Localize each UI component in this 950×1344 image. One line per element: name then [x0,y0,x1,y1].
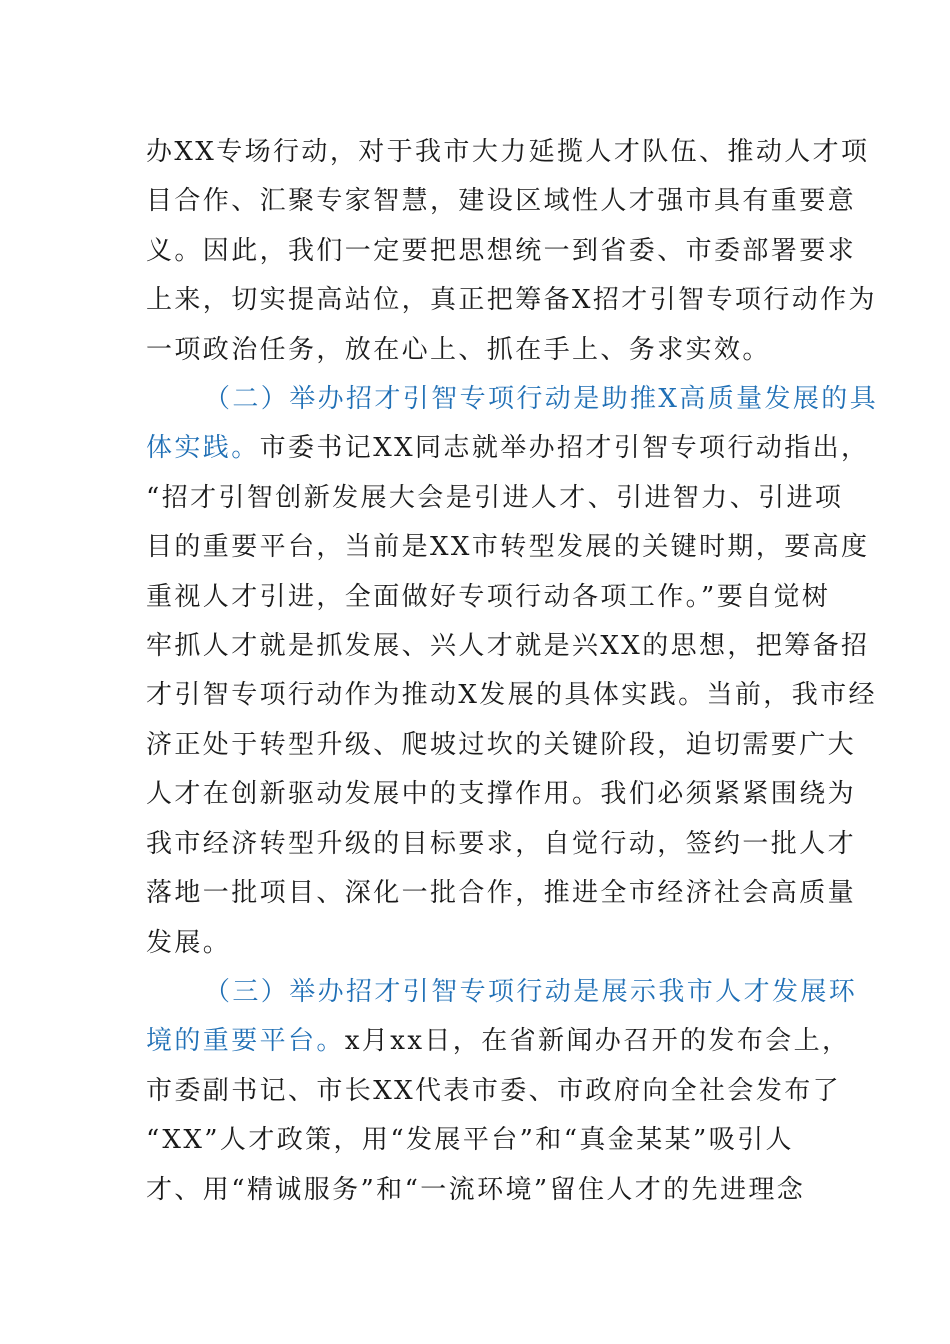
text-line: 我市经济转型升级的目标要求，自觉行动，签约一批人才 [146,828,857,859]
section-heading-two-end: 体实践。 [146,433,260,464]
paragraph-section-two [146,375,879,968]
section-heading-two: （二）举办招才引智专项行动是助推X高质量发展的具 [204,384,879,415]
text-line: 发展。 [146,927,232,958]
document-body [146,128,879,1215]
text-line: 重视人才引进，全面做好专项行动各项工作。”要自觉树 [146,581,831,612]
text-line: 人才在创新驱动发展中的支撑作用。我们必须紧紧围绕为 [146,779,857,810]
paragraph-continuation [146,128,877,375]
text-line: 才、用“精诚服务”和“一流环境”留住人才的先进理念 [146,1174,806,1205]
paragraph-section-three [146,968,858,1215]
text-line: 落地一批项目、深化一批合作，推进全市经济社会高质量 [146,878,857,909]
text-line: 一项政治任务，放在心上、抓在手上、务求实效。 [146,334,771,365]
text-line [146,424,870,473]
text-line: “XX”人才政策，用“发展平台”和“真金某某”吸引人 [146,1125,794,1156]
text-run: 市委书记XX同志就举办招才引智专项行动指出， [259,433,870,464]
text-line: “招才引智创新发展大会是引进人才、引进智力、引进项 [146,482,844,513]
text-line: 办XX专场行动，对于我市大力延揽人才队伍、推动人才项 [146,137,870,167]
text-line: 目的重要平台，当前是XX市转型发展的关键时期，要高度 [146,532,870,563]
text-line: 义。因此，我们一定要把思想统一到省委、市委部署要求 [146,235,857,266]
text-line: 牢抓人才就是抓发展、兴人才就是兴XX的思想，把筹备招 [146,631,870,662]
text-line: 上来，切实提高站位，真正把筹备X招才引智专项行动作为 [146,285,877,316]
text-line [146,1017,851,1066]
section-heading-three-end: 境的重要平台。 [146,1026,345,1057]
text-line: 目合作、汇聚专家智慧，建设区域性人才强市具有重要意 [146,186,857,217]
section-heading-three: （三）举办招才引智专项行动是展示我市人才发展环 [204,976,858,1007]
text-run: x月xx日，在省新闻办召开的发布会上， [344,1026,851,1057]
text-line: 市委副书记、市长XX代表市委、市政府向全社会发布了 [146,1075,842,1106]
text-line: 济正处于转型升级、爬坡过坎的关键阶段，迫切需要广大 [146,729,857,760]
text-line: 才引智专项行动作为推动X发展的具体实践。当前，我市经 [146,680,877,711]
